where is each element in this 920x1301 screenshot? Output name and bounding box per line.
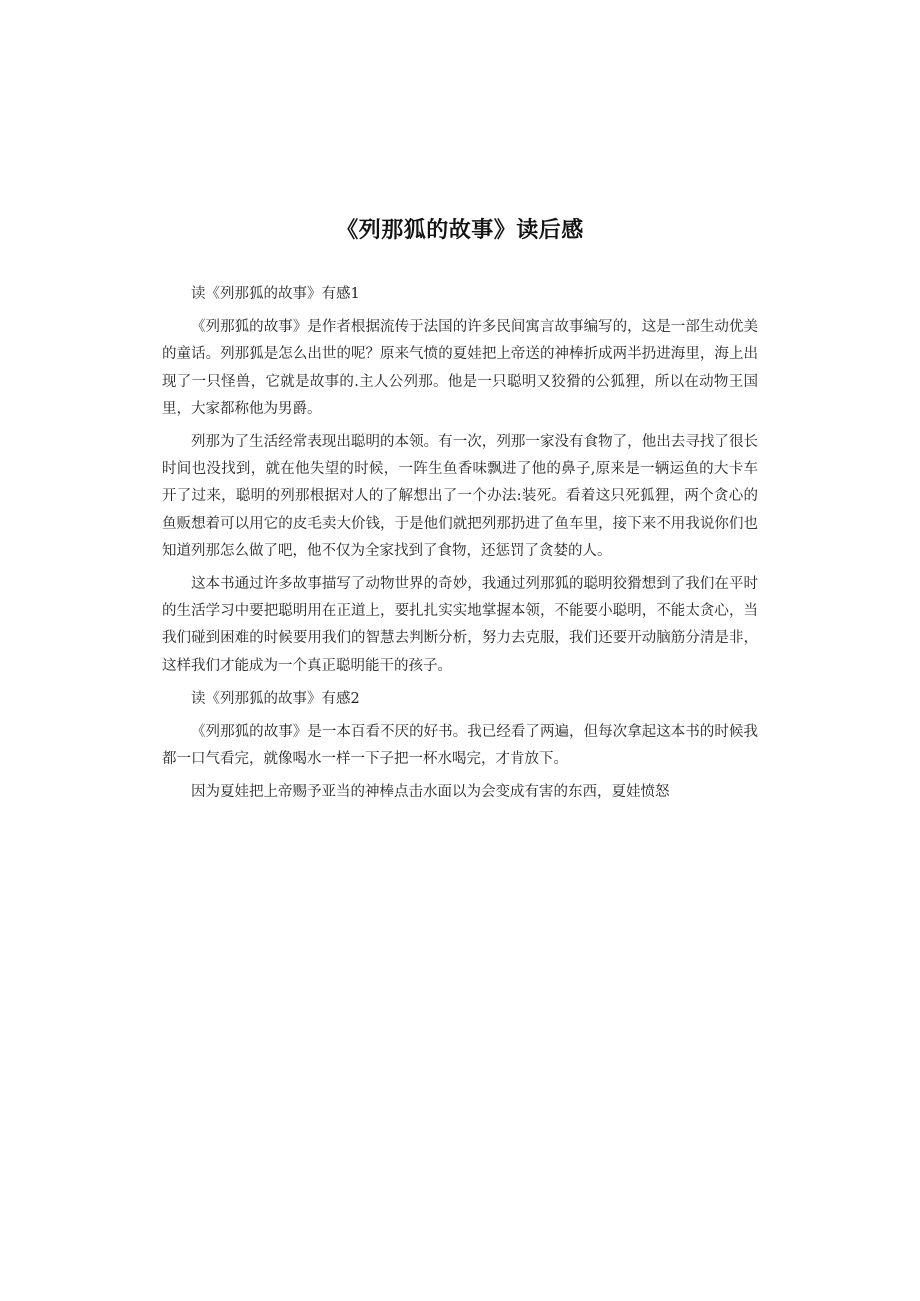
- document-body: [162, 281, 758, 813]
- paragraph: 《列那狐的故事》是一本百看不厌的好书。我已经看了两遍，但每次拿起这本书的时候我都一口气看完，就像喝水一样一下子把一杯水喝完，才肯放下。: [162, 724, 758, 768]
- section-heading: 读《列那狐的故事》有感2: [191, 690, 360, 707]
- paragraph: 这本书通过许多故事描写了动物世界的奇妙，我通过列那狐的聪明狡猾想到了我们在平时的生活学习中要把聪明用在正道上，要扎扎实实地掌握本领，不能要小聪明，不能太贪心，当我们碰到困难的时候要用我们的智慧去判断分析，努力去克服，我们还要开动脑筋分清是非，这样我们才能成为一个真正聪明能干的孩子。: [162, 576, 758, 674]
- section-heading: 读《列那狐的故事》有感1: [191, 286, 360, 302]
- document-title: 《列那狐的故事》读后感: [336, 218, 584, 243]
- paragraph: 列那为了生活经常表现出聪明的本领。有一次，列那一家没有食物了，他出去寻找了很长时间也没找到，就在他失望的时候，一阵生鱼香味飘进了他的鼻子,原来是一辆运鱼的大卡车开了过来，聪明的列那根据对人的了解想出了一个办法:装死。看着这只死狐狸，两个贪心的鱼贩想着可以用它的皮毛卖大价钱，于是他们就把列那扔进了鱼车里，接下来不用我说你们也知道列那怎么做了吧，他不仅为全家找到了食物，还惩罚了贪婪的人。: [162, 434, 758, 559]
- paragraph: 《列那狐的故事》是作者根据流传于法国的许多民间寓言故事编写的，这是一部生动优美的童话。列那狐是怎么出世的呢？原来气愤的夏娃把上帝送的神棒折成两半扔进海里，海上出现了一只怪兽，它就是故事的.主人公列那。他是一只聪明又狡猾的公狐狸，所以在动物王国里，大家都称他为男爵。: [162, 319, 758, 417]
- paragraph: 因为夏娃把上帝赐予亚当的神棒点击水面以为会变成有害的东西，夏娃愤怒: [191, 784, 670, 801]
